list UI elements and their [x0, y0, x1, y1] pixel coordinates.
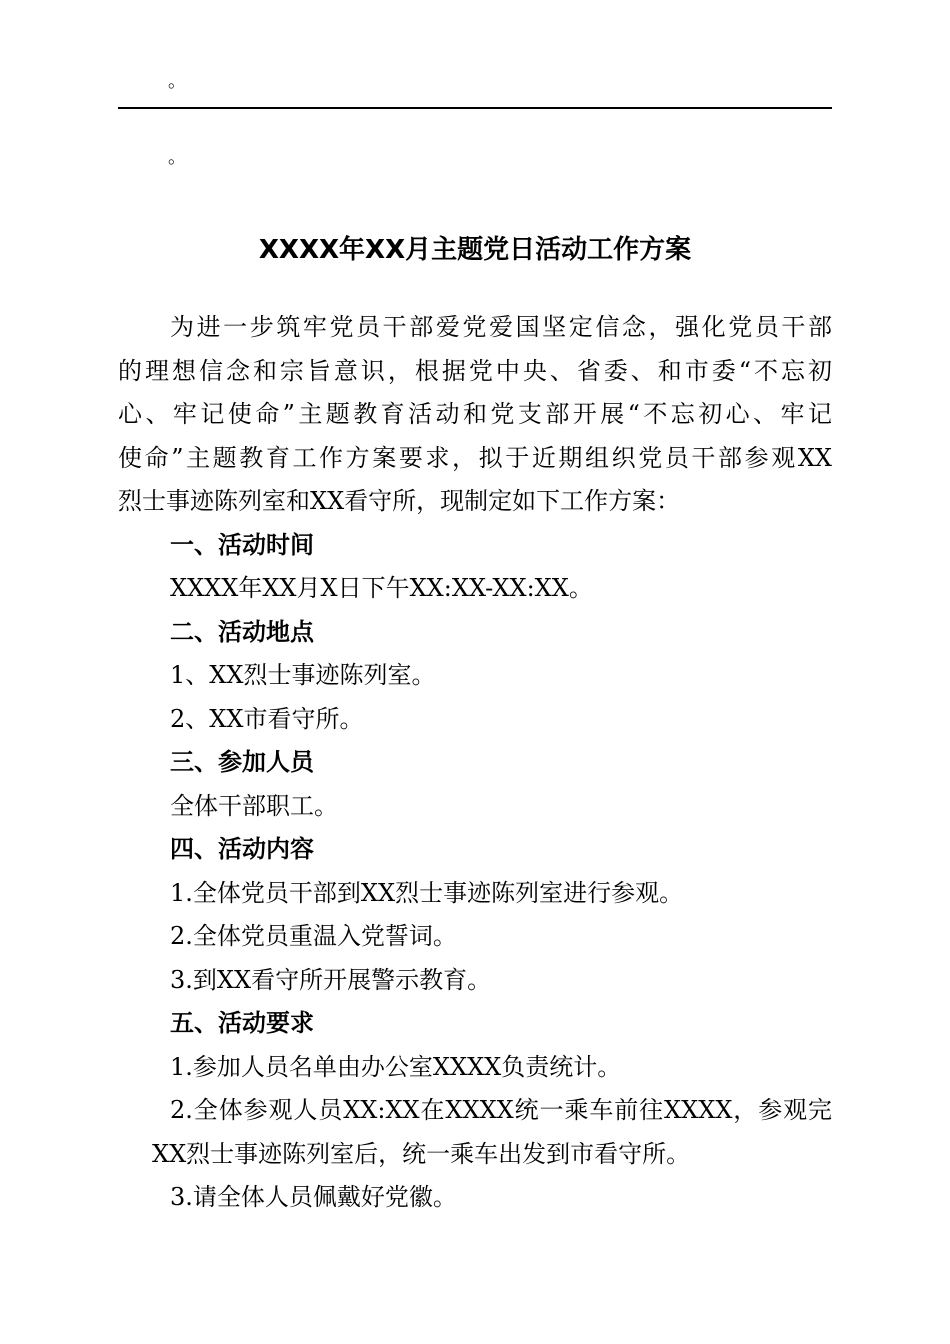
section-text: XXXX年XX月X日下午XX:XX-XX:XX。	[170, 574, 593, 602]
section-heading: 二、活动地点	[170, 617, 314, 646]
sub-header-mark: 。	[168, 147, 186, 168]
list-item: 1.全体党员干部到XX烈士事迹陈列室进行参观。	[170, 878, 684, 907]
header-divider	[118, 107, 832, 109]
intro-line: 心、牢记使命”主题教育活动和党支部开展“不忘初心、牢记	[118, 400, 832, 428]
intro-line: 的理想信念和宗旨意识，根据党中央、省委、和市委“不忘初	[118, 356, 832, 385]
list-item-continuation: XX烈士事迹陈列室后，统一乘车出发到市看守所。	[152, 1139, 691, 1168]
list-item: 3.到XX看守所开展警示教育。	[170, 965, 492, 994]
intro-line: 使命”主题教育工作方案要求，拟于近期组织党员干部参观XX	[118, 443, 832, 472]
section-heading: 三、参加人员	[170, 748, 314, 776]
section-content	[118, 828, 832, 1002]
list-item: 2、XX市看守所。	[170, 704, 364, 733]
section-people	[118, 741, 832, 828]
intro-line: 为进一步筑牢党员干部爱党爱国坚定信念，强化党员干部	[170, 313, 832, 341]
list-item: 2.全体参观人员XX:XX在XXXX统一乘车前往XXXX，参观完	[170, 1096, 832, 1124]
section-heading: 四、活动内容	[170, 835, 314, 863]
section-heading: 五、活动要求	[170, 1009, 314, 1037]
section-time	[118, 524, 832, 611]
intro-line: 烈士事迹陈列室和XX看守所，现制定如下工作方案：	[118, 487, 681, 515]
list-item: 3.请全体人员佩戴好党徽。	[170, 1183, 457, 1211]
list-item: 2.全体党员重温入党誓词。	[170, 922, 457, 950]
document-body	[118, 306, 832, 1220]
list-item: 1、XX烈士事迹陈列室。	[170, 661, 436, 689]
section-heading: 一、活动时间	[170, 530, 314, 559]
header-mark: 。	[168, 71, 186, 92]
section-text: 全体干部职工。	[170, 791, 338, 820]
section-place	[118, 611, 832, 742]
intro-paragraph	[118, 306, 832, 524]
section-requirements	[118, 1002, 832, 1220]
document-title: XXXX年XX月主题党日活动工作方案	[258, 235, 692, 265]
list-item: 1.参加人员名单由办公室XXXX负责统计。	[170, 1052, 622, 1081]
